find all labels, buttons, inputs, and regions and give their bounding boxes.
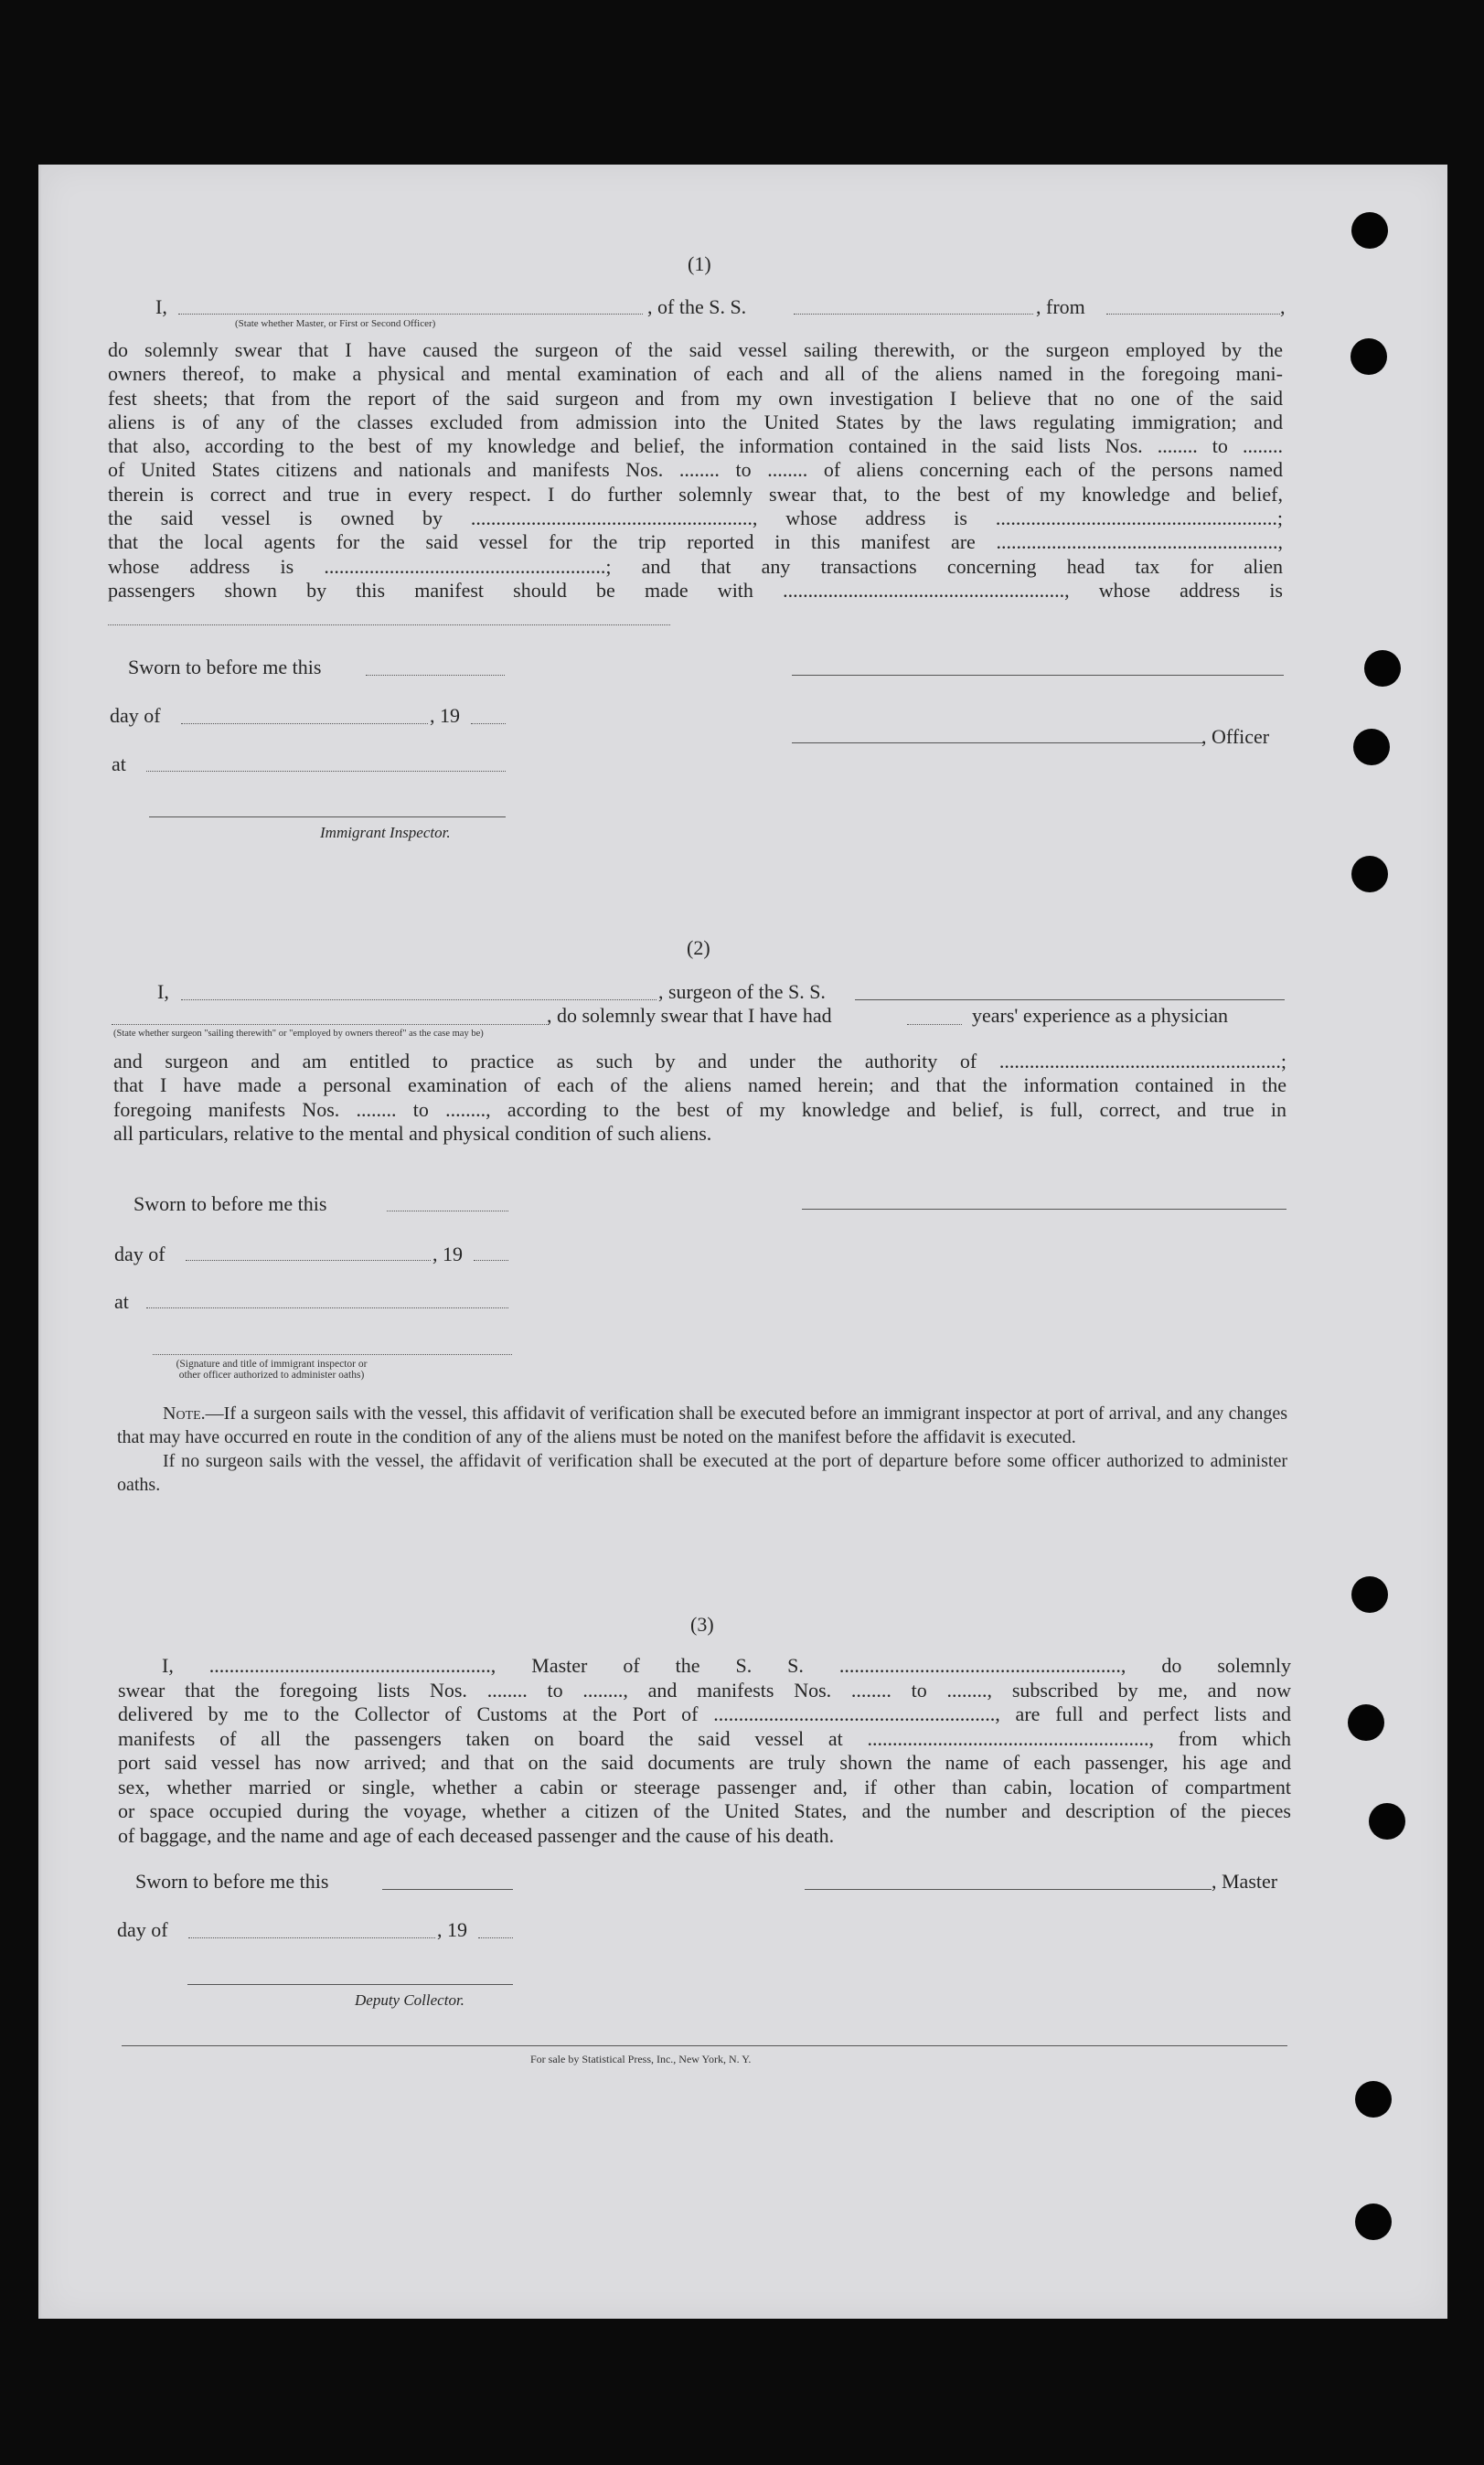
- officer-rank-note: (State whether Master, or First or Second Officer): [235, 318, 436, 329]
- at-place-field[interactable]: [146, 1307, 508, 1308]
- section-2-oath-text: [113, 1050, 1286, 1146]
- surgeon-capacity-note: (State whether surgeon "sailing therewith" or "employed by owners thereof" as the case may be): [113, 1029, 484, 1039]
- oath-line: or space occupied during the voyage, whether a citizen of the United States, and the number and description of the pieces: [118, 1799, 1291, 1822]
- section-1-comma: ,: [1280, 295, 1286, 318]
- inspector-signature-line[interactable]: [149, 816, 506, 817]
- surgeon-vessel-field[interactable]: [855, 999, 1285, 1000]
- section-3-day-of: day of: [117, 1918, 168, 1941]
- section-2-i: I,: [157, 980, 169, 1003]
- section-1-at: at: [112, 752, 126, 775]
- signature-note: [148, 1359, 395, 1381]
- oath-line: foregoing manifests Nos. ........ to ........, according to the best of my knowledge and belief, is full, correct, and true in: [113, 1097, 1286, 1121]
- collector-label: Deputy Collector.: [355, 1991, 464, 2009]
- punch-hole: [1348, 1704, 1384, 1741]
- note-label: Note.: [163, 1403, 206, 1424]
- section-2-surgeon-of: , surgeon of the S. S.: [658, 980, 826, 1003]
- address-continuation-field[interactable]: [108, 624, 670, 625]
- officer-name-field[interactable]: [178, 314, 643, 315]
- oath-line: delivered by me to the Collector of Customs at the Port of ........................................................, are full and perfect lists and: [118, 1702, 1291, 1725]
- day-of-field[interactable]: [181, 723, 428, 724]
- day-of-field[interactable]: [188, 1937, 435, 1938]
- day-of-field[interactable]: [186, 1260, 431, 1261]
- year-field[interactable]: [471, 723, 506, 724]
- officer-name-line[interactable]: [792, 742, 1203, 743]
- oath-line: sex, whether married or single, whether a cabin or steerage passenger and, if other than cabin, location of compartment: [118, 1775, 1291, 1798]
- section-1-sworn: Sworn to before me this: [128, 656, 322, 678]
- section-2-day-of: day of: [114, 1243, 165, 1265]
- surgeon-note: [117, 1402, 1287, 1497]
- oath-line: manifests of all the passengers taken on board the said vessel at ........................................................, from which: [118, 1726, 1291, 1750]
- punch-hole: [1364, 650, 1401, 687]
- section-1-of-ss: , of the S. S.: [647, 295, 747, 318]
- at-place-field[interactable]: [146, 771, 506, 772]
- punch-hole: [1351, 1576, 1388, 1613]
- year-field[interactable]: [474, 1260, 508, 1261]
- surgeon-signature-line[interactable]: [802, 1209, 1286, 1210]
- section-3-sworn: Sworn to before me this: [135, 1870, 329, 1893]
- section-3-year: , 19: [437, 1918, 467, 1941]
- sworn-day-field[interactable]: [366, 675, 505, 676]
- administering-officer-signature-line[interactable]: [153, 1354, 512, 1355]
- years-experience-field[interactable]: [907, 1024, 962, 1025]
- oath-line: I, ........................................................, Master of the S. S. ........................................................, do solemnly: [162, 1654, 1291, 1677]
- section-1-oath-text: [108, 338, 1283, 603]
- section-3-oath-text: [118, 1654, 1291, 1848]
- oath-line: that I have made a personal examination of each of the aliens named herein; and that the information contained in the: [113, 1073, 1286, 1097]
- oath-line: do solemnly swear that I have caused the surgeon of the said vessel sailing therewith, or the surgeon employed by the: [108, 338, 1283, 361]
- section-1-number: (1): [688, 252, 711, 275]
- surgeon-name-field[interactable]: [181, 999, 657, 1000]
- vessel-name-field[interactable]: [794, 314, 1033, 315]
- oath-line: that also, according to the best of my knowledge and belief, the information contained in the said lists Nos. ........ to ........: [108, 434, 1283, 458]
- oath-line: whose address is ........................................................; and that any transactions concerning head tax for alien: [108, 554, 1283, 578]
- punch-hole: [1351, 338, 1387, 375]
- oath-line: therein is correct and true in every respect. I do further solemnly swear that, to the best of my knowledge and belief,: [108, 482, 1283, 506]
- punch-hole: [1369, 1803, 1405, 1840]
- printer-imprint: For sale by Statistical Press, Inc., New York, N. Y.: [530, 2053, 752, 2065]
- oath-line: passengers shown by this manifest should be made with ........................................................, whose address is: [108, 578, 1283, 602]
- section-2-year: , 19: [432, 1243, 463, 1265]
- year-field[interactable]: [478, 1937, 513, 1938]
- sworn-day-field[interactable]: [382, 1889, 513, 1890]
- signature-note-line: (Signature and title of immigrant inspector or: [176, 1359, 368, 1370]
- from-port-field[interactable]: [1106, 314, 1280, 315]
- section-2-years: years' experience as a physician: [972, 1004, 1229, 1027]
- oath-line: owners thereof, to make a physical and mental examination of each and all of the aliens named in the foregoing mani-: [108, 362, 1283, 386]
- section-1-i: I,: [155, 295, 167, 318]
- section-2-sworn: Sworn to before me this: [133, 1192, 327, 1215]
- master-signature-line[interactable]: [805, 1889, 1212, 1890]
- note-text: —If a surgeon sails with the vessel, this affidavit of verification shall be executed before an immigrant inspector at port of arrival, and any changes that may have occurred en route in the condition of any of the aliens must be noted on the manifest before the affidavit is executed.: [117, 1403, 1287, 1447]
- punch-hole: [1355, 2081, 1392, 2118]
- punch-hole: [1353, 729, 1390, 765]
- section-1-from: , from: [1036, 295, 1085, 318]
- officer-label: , Officer: [1201, 725, 1270, 748]
- surgeon-capacity-field[interactable]: [112, 1024, 549, 1025]
- section-2-swear: , do solemnly swear that I have had: [547, 1004, 832, 1027]
- punch-hole: [1351, 212, 1388, 249]
- footer-rule: [122, 2045, 1287, 2046]
- section-1-day-of: day of: [110, 704, 161, 727]
- signature-note-line: other officer authorized to administer oaths): [178, 1370, 365, 1381]
- punch-hole: [1355, 2204, 1392, 2240]
- officer-signature-line[interactable]: [792, 675, 1284, 676]
- oath-line: of baggage, and the name and age of each deceased passenger and the cause of his death.: [118, 1823, 835, 1847]
- collector-signature-line[interactable]: [187, 1984, 513, 1985]
- section-1-year: , 19: [430, 704, 460, 727]
- section-2-number: (2): [687, 936, 710, 959]
- master-label: , Master: [1212, 1870, 1278, 1893]
- section-3-number: (3): [690, 1613, 714, 1636]
- oath-line: of United States citizens and nationals and manifests Nos. ........ to ........ of aliens concerning each of the persons named: [108, 458, 1283, 482]
- oath-line: that the local agents for the said vessel for the trip reported in this manifest are ........................................................,: [108, 530, 1283, 554]
- inspector-label: Immigrant Inspector.: [320, 824, 451, 841]
- oath-line: fest sheets; that from the report of the said surgeon and from my own investigation I believe that no one of the said: [108, 386, 1283, 410]
- oath-line: and surgeon and am entitled to practice as such by and under the authority of ........................................................;: [113, 1050, 1286, 1072]
- section-2-at: at: [114, 1290, 129, 1313]
- note-text-2: If no surgeon sails with the vessel, the affidavit of verification shall be executed at the port of departure before some officer authorized to administer oaths.: [117, 1451, 1287, 1495]
- oath-line: port said vessel has now arrived; and that on the said documents are truly shown the name of each passenger, his age and: [118, 1751, 1291, 1774]
- oath-line: swear that the foregoing lists Nos. ........ to ........, and manifests Nos. ........ to ........, subscribed by me, and now: [118, 1678, 1291, 1702]
- punch-hole: [1351, 856, 1388, 892]
- oath-line: aliens is of any of the classes excluded from admission into the United States by the laws regulating immigration; and: [108, 410, 1283, 433]
- oath-line: the said vessel is owned by ........................................................, whose address is ........................................................;: [108, 507, 1283, 530]
- oath-line: all particulars, relative to the mental and physical condition of such aliens.: [113, 1121, 712, 1145]
